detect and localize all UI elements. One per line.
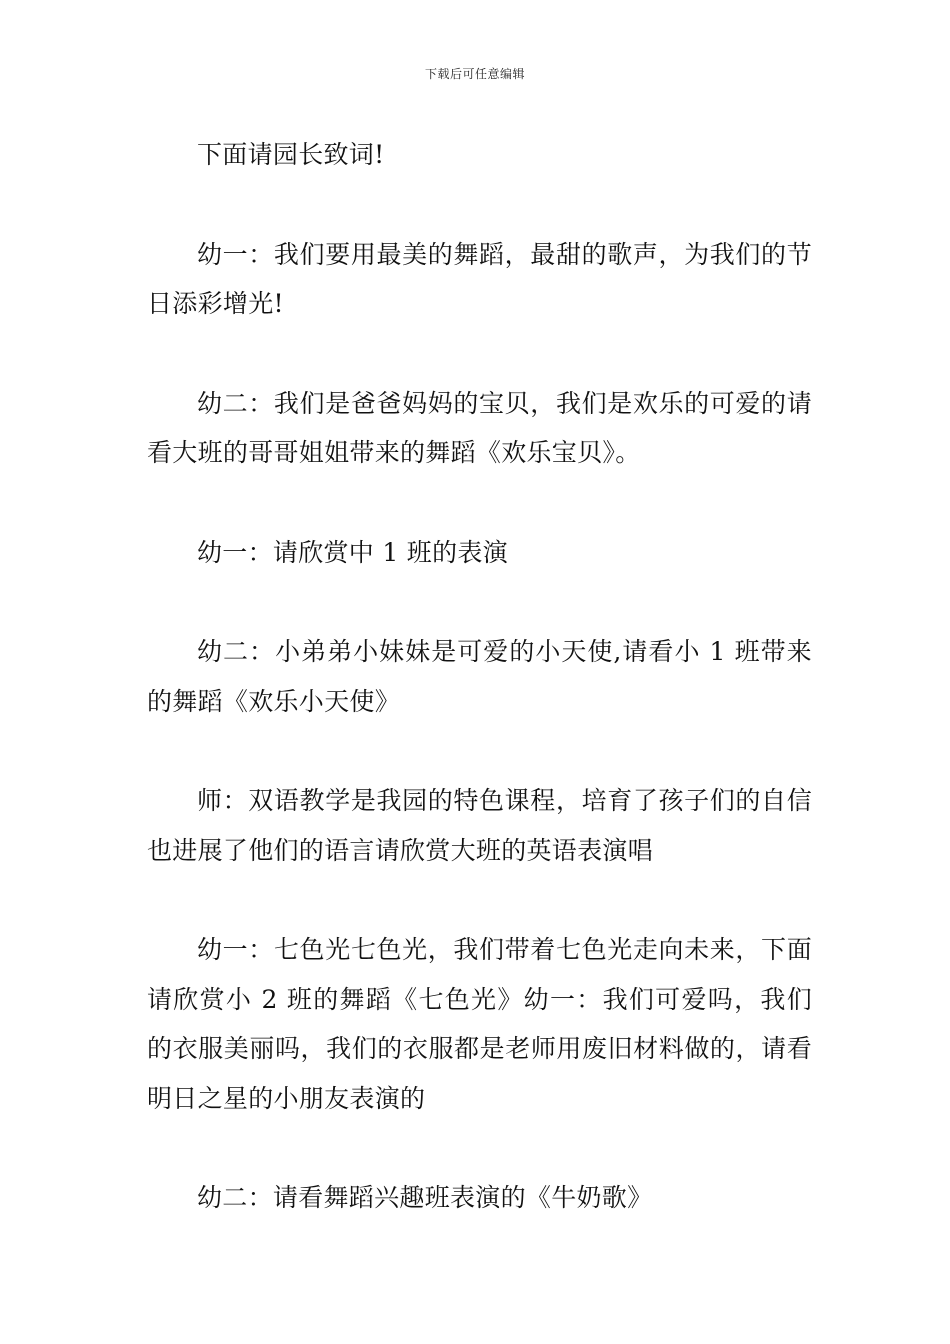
paragraph-seven-colors: 幼一：七色光七色光，我们带着七色光走向未来，下面请欣赏小 2 班的舞蹈《七色光》幼一：我们可爱吗，我们的衣服美丽吗，我们的衣服都是老师用废旧材料做的，请看明日之星的小朋友表演的: [147, 935, 812, 1113]
paragraph-middle-class: 幼一：请欣赏中 1 班的表演: [197, 537, 509, 567]
document-body: [147, 130, 812, 1273]
paragraph-milk-song: 幼二：请看舞蹈兴趣班表演的《牛奶歌》: [197, 1183, 653, 1212]
paragraph-bilingual: 师：双语教学是我园的特色课程，培育了孩子们的自信也进展了他们的语言请欣赏大班的英语表演唱: [147, 786, 812, 865]
page-header: 下载后可任意编辑: [424, 67, 525, 81]
paragraph-child-one-dance: 幼一：我们要用最美的舞蹈，最甜的歌声，为我们的节日添彩增光!: [147, 239, 812, 318]
paragraph-little-angels: 幼二：小弟弟小妹妹是可爱的小天使,请看小 1 班带来的舞蹈《欢乐小天使》: [147, 637, 812, 716]
paragraph-child-two-baby: 幼二：我们是爸爸妈妈的宝贝，我们是欢乐的可爱的请看大班的哥哥姐姐带来的舞蹈《欢乐宝贝》。: [147, 388, 812, 467]
paragraph-principal-speech: 下面请园长致词!: [197, 140, 385, 169]
